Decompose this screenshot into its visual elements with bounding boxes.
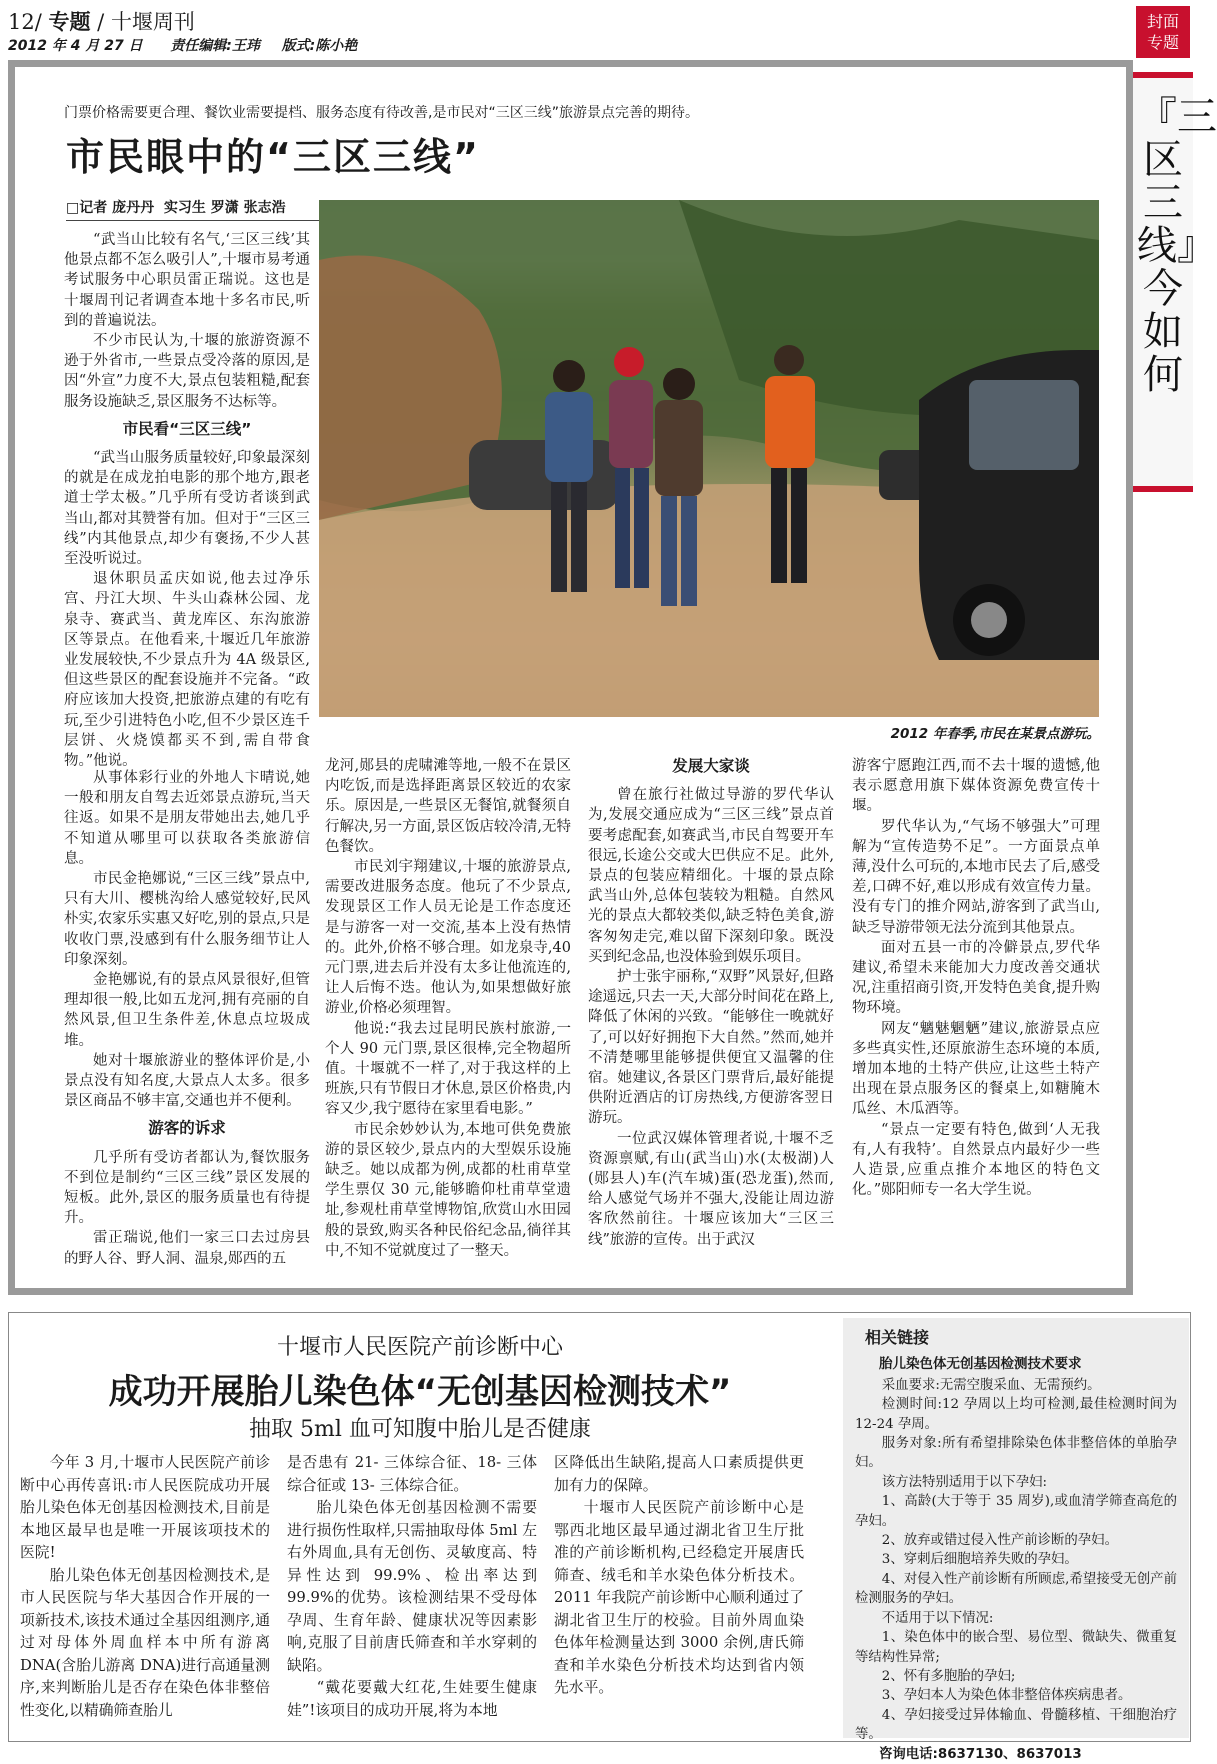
sidebar-phone: 咨询电话:8637130、8637013 (879, 1746, 1082, 1762)
paragraph: 一位武汉媒体管理者说,十堰不乏资源禀赋,有山(武当山)水(太极湖)人(郧县人)车(汽车城)蛋(恐龙蛋),然而,给人感觉气场并不强大,没能让周边游客欣然前往。十堰应该加大“三区三线”旅游的宣传。出于武汉 (588, 1130, 834, 1248)
paragraph: 从事体彩行业的外地人卞晴说,她一般和朋友自驾去近郊景点游玩,当天往返。如果不是朋友带她出去,她几乎不知道从哪里可以获取各类旅游信息。 (64, 770, 310, 867)
ad-column-2 (287, 1452, 537, 1737)
paragraph: 游客宁愿跑江西,而不去十堰的遗憾,他表示愿意用旗下媒体资源免费宣传十堰。 (852, 758, 1100, 815)
sidebar-item: 检测时间:12 孕周以上均可检测,最佳检测时间为 12-24 孕周。 (855, 1397, 1177, 1432)
paragraph: 龙河,郧县的虎啸滩等地,一般不在景区内吃饭,而是选择距离景区较近的农家乐。原因是,一些景区无餐馆,就餐须自行解决,另一方面,景区饭店较冷清,无特色餐饮。 (325, 758, 571, 855)
article-column-4 (588, 756, 834, 1281)
news-photo (319, 200, 1099, 717)
article-column-2 (64, 768, 310, 1278)
paragraph: “武当山比较有名气,‘三区三线’其他景点都不怎么吸引人”,十堰市易考通考试服务中心职员雷正瑞说。这也是十堰周刊记者调查本地十多名市民,听到的普遍说法。 (64, 232, 310, 329)
editor-credit: 责任编辑:王玮 (170, 38, 260, 54)
paragraph: 雷正瑞说,他们一家三口去过房县的野人谷、野人洞、温泉,郧西的五 (64, 1230, 310, 1267)
byline: □记者 庞丹丹 实习生 罗潇 张志浩 (66, 197, 326, 221)
paragraph: “戴花要戴大红花,生娃要生健康娃”!该项目的成功开展,将为本地 (287, 1679, 537, 1719)
paragraph: “武当山服务质量较好,印象最深刻的就是在成龙拍电影的那个地方,跟老道士学太极。”几乎所有受访者谈到武当山,都对其赞誉有加。但对于“三区三线”内其他景点,却少有褒扬,不少人甚至没听说过。 (64, 450, 310, 568)
ad-org: 十堰市人民医院产前诊断中心 (276, 1335, 563, 1360)
paragraph: 是否患有 21- 三体综合征、18- 三体综合征或 13- 三体综合征。 (287, 1454, 537, 1494)
paragraph: 退休职员孟庆如说,他去过净乐宫、丹江大坝、牛头山森林公园、龙泉寺、赛武当、黄龙库区、东沟旅游区等景点。在他看来,十堰近几年旅游业发展较快,不少景点升为 4A 级景区,但这些景区的配套设施并不完备。“政府应该加大投资,把旅游点建的有吃有玩,至少引进特色小吃,但不少景区连千层饼、火烧馍都买不到,需自带食物。”他说。 (64, 571, 310, 770)
sidebar-heading: 相关链接 (865, 1328, 930, 1347)
story-subtitle: 门票价格需要更合理、餐饮业需要提档、服务态度有待改善,是市民对“三区三线”旅游景点完善的期待。 (64, 105, 699, 121)
article-column-3 (325, 756, 571, 1281)
banner-ribbon (1133, 72, 1193, 78)
sidebar-item: 3、孕妇本人为染色体非整倍体疾病患者。 (881, 1688, 1132, 1704)
story-title: 市民眼中的“三区三线” (66, 135, 480, 179)
paragraph: 胎儿染色体无创基因检测技术,是市人民医院与华大基因合作开展的一项新技术,该技术通过全基因组测序,通过对母体外周血样本中所有游离 DNA(含胎儿游离 DNA)进行高通量测序,来判断胎儿是否存在染色体非整倍性变化,以精确筛查胎儿 (20, 1566, 271, 1719)
paragraph: 区降低出生缺陷,提高人口素质提供更加有力的保障。 (554, 1454, 804, 1494)
paragraph: 罗代华认为,“气场不够强大”可理解为“宣传造势不足”。一方面景点单薄,没什么可玩的,本地市民去了后,感受差,口碑不好,难以形成有效宣传力量。没有专门的推介网站,游客到了武当山,缺乏导游带领无法分流到其他景点。 (852, 818, 1100, 936)
ad-column-1 (20, 1452, 270, 1737)
related-links-sidebar (843, 1318, 1189, 1762)
sidebar-item: 2、放弃或错过侵入性产前诊断的孕妇。 (881, 1533, 1118, 1549)
sidebar-subheading: 胎儿染色体无创基因检测技术要求 (879, 1356, 1082, 1373)
vertical-banner (1133, 72, 1217, 492)
dateline: 2012 年 4 月 27 日 (8, 38, 143, 54)
section-heading-visitors: 游客的诉求 (148, 1119, 226, 1138)
paragraph: 不少市民认为,十堰的旅游资源不逊于外省市,一些景点受冷落的原因,是因“外宣”力度不大,景点包装粗糙,配套服务设施缺乏,景区服务不达标等。 (64, 333, 310, 410)
paragraph: 金艳娜说,有的景点风景很好,但管理却很一般,比如五龙河,拥有亮丽的自然风景,但卫生条件差,休息点垃圾成堆。 (64, 972, 310, 1049)
sidebar-item: 服务对象:所有希望排除染色体非整倍体的单胎孕妇。 (855, 1436, 1177, 1471)
section-name: 专题 (48, 10, 91, 34)
paragraph: 市民金艳娜说,“三区三线”景点中,只有大川、樱桃沟给人感觉较好,民风朴实,农家乐实惠又好吃,别的景点,只是收收门票,没感到有什么服务细节让人印象深刻。 (64, 871, 310, 968)
photo-caption: 2012 年春季,市民在某景点游玩。 (890, 726, 1100, 742)
section-heading-development: 发展大家谈 (672, 757, 750, 775)
layout-credit: 版式:陈小艳 (281, 38, 358, 54)
photo-illustration (319, 200, 1099, 717)
vertical-banner-text: 『三区三线』今如何 (1137, 94, 1217, 398)
sidebar-item: 该方法特别适用于以下孕妇: (881, 1474, 1047, 1490)
ad-title: 成功开展胎儿染色体“无创基因检测技术” (108, 1372, 732, 1412)
paragraph: 胎儿染色体无创基因检测不需要进行损伤性取样,只需抽取母体 5ml 左右外周血,具有无创伤、灵敏度高、特异性达到 99.9%、检出率达到 99.9%的优势。该检测结果不受母体孕周、生育年龄、健康状况等因素影响,克服了目前唐氏筛查和羊水穿刺的缺陷。 (287, 1499, 537, 1674)
sidebar-item: 1、高龄(大于等于 35 周岁),或血清学筛查高危的孕妇。 (855, 1494, 1177, 1529)
sidebar-item: 3、穿刺后细胞培养失败的孕妇。 (881, 1552, 1078, 1568)
page-number: 12/ (8, 10, 42, 34)
sidebar-item: 2、怀有多胞胎的孕妇; (881, 1668, 1016, 1684)
article-column-5 (852, 756, 1100, 1281)
paragraph: 护士张宇丽称,“双野”风景好,但路途遥远,只去一天,大部分时间花在路上,降低了休闲的兴致。“能够住一晚就好了,可以好好拥抱下大自然。”然而,她并不清楚哪里能够提供便宜又温馨的住宿。她建议,各景区门票背后,最好能提供附近酒店的订房热线,方便游客翌日游玩。 (588, 969, 834, 1127)
paragraph: 面对五县一市的冷僻景点,罗代华建议,希望未来能加大力度改善交通状况,注重招商引资,开发特色美食,提升购物环境。 (852, 939, 1100, 1017)
paragraph: 曾在旅行社做过导游的罗代华认为,发展交通应成为“三区三线”景点首要考虑配套,如赛武当,市民自驾要开车很远,长途公交或大巴供应不足。此外,景点的包装应精细化。十堰的景点除武当山外,总体包装较为粗糙。自然风光的景点大都较类似,缺乏特色美食,游客匆匆走完,难以留下深刻印象。既没买到纪念品,也没体验到娱乐项目。 (588, 787, 834, 965)
cover-story-tag: 封面 专题 (1136, 6, 1190, 58)
paragraph: 市民余妙妙认为,本地可供免费旅游的景区较少,景点内的大型娱乐设施缺乏。她以成都为例,成都的杜甫草堂学生票仅 30 元,能够瞻仰杜甫草堂遗址,参观杜甫草堂博物馆,欣赏山水田园般的景致,购买各种民俗纪念品,徜徉其中,不知不觉就度过了一整天。 (325, 1121, 571, 1259)
header-slash: / (97, 10, 105, 34)
sidebar-item: 1、染色体中的嵌合型、易位型、微缺失、微重复等结构性异常; (855, 1630, 1177, 1665)
paragraph: “景点一定要有特色,做到‘人无我有,人有我特’。自然景点内最好少一些人造景,应重点推介本地区的特色文化。”郧阳师专一名大学生说。 (852, 1121, 1100, 1199)
paragraph: 网友“魑魅魍魉”建议,旅游景点应多些真实性,还原旅游生态环境的本质,增加本地的土特产供应,让这些土特产出现在景点服务区的餐桌上,如糖腌木瓜丝、木瓜酒等。 (852, 1020, 1100, 1118)
ad-subtitle: 抽取 5ml 血可知腹中胎儿是否健康 (249, 1417, 591, 1442)
paragraph: 他说:“我去过昆明民族村旅游,一个人 90 元门票,景区很棒,完全物超所值。十堰就不一样了,对于我这样的上班族,只有节假日才休息,景区价格贵,内容又少,我宁愿待在家里看电影。” (325, 1020, 571, 1118)
section-heading-citizens: 市民看“三区三线” (122, 419, 252, 438)
sidebar-item: 4、孕妇接受过异体输血、骨髓移植、干细胞治疗等。 (855, 1707, 1177, 1743)
ad-column-3 (554, 1452, 804, 1737)
paragraph: 她对十堰旅游业的整体评价是,小景点没有知名度,大景点人太多。很多景区商品不够丰富,交通也并不便利。 (64, 1052, 310, 1110)
sidebar-item: 4、对侵入性产前诊断有所顾虑,希望接受无创产前检测服务的孕妇。 (855, 1571, 1177, 1607)
paragraph: 市民刘宇翔建议,十堰的旅游景点,需要改进服务态度。他玩了不少景点,发现景区工作人员无论是工作态度还是与游客一对一交流,基本上没有热情的。此外,价格不够合理。如龙泉寺,40 元门票,进去后并没有太多让他流连的,让人后悔不迭。他认为,如果想做好旅游业,价格必须理智。 (325, 859, 571, 1017)
sidebar-item: 采血要求:无需空腹采血、无需预约。 (881, 1377, 1101, 1393)
page-header (8, 2, 1008, 54)
paragraph: 十堰市人民医院产前诊断中心是鄂西北地区最早通过湖北省卫生厅批准的产前诊断机构,已经稳定开展唐氏筛查、绒毛和羊水染色体分析技术。2011 年我院产前诊断中心顺利通过了湖北省卫生厅的校验。目前外周血染色体年检测量达到 3000 余例,唐氏筛查和羊水染色分析技术均达到省内领先水平。 (554, 1499, 804, 1696)
paragraph: 今年 3 月,十堰市人民医院产前诊断中心再传喜讯:市人民医院成功开展胎儿染色体无创基因检测技术,目前是本地区最早也是唯一开展该项技术的医院! (20, 1454, 270, 1561)
paragraph: 几乎所有受访者都认为,餐饮服务不到位是制约“三区三线”景区发展的短板。此外,景区的服务质量也有待提升。 (64, 1149, 310, 1227)
publication-name: 十堰周刊 (110, 10, 195, 34)
sidebar-item: 不适用于以下情况: (881, 1610, 994, 1626)
